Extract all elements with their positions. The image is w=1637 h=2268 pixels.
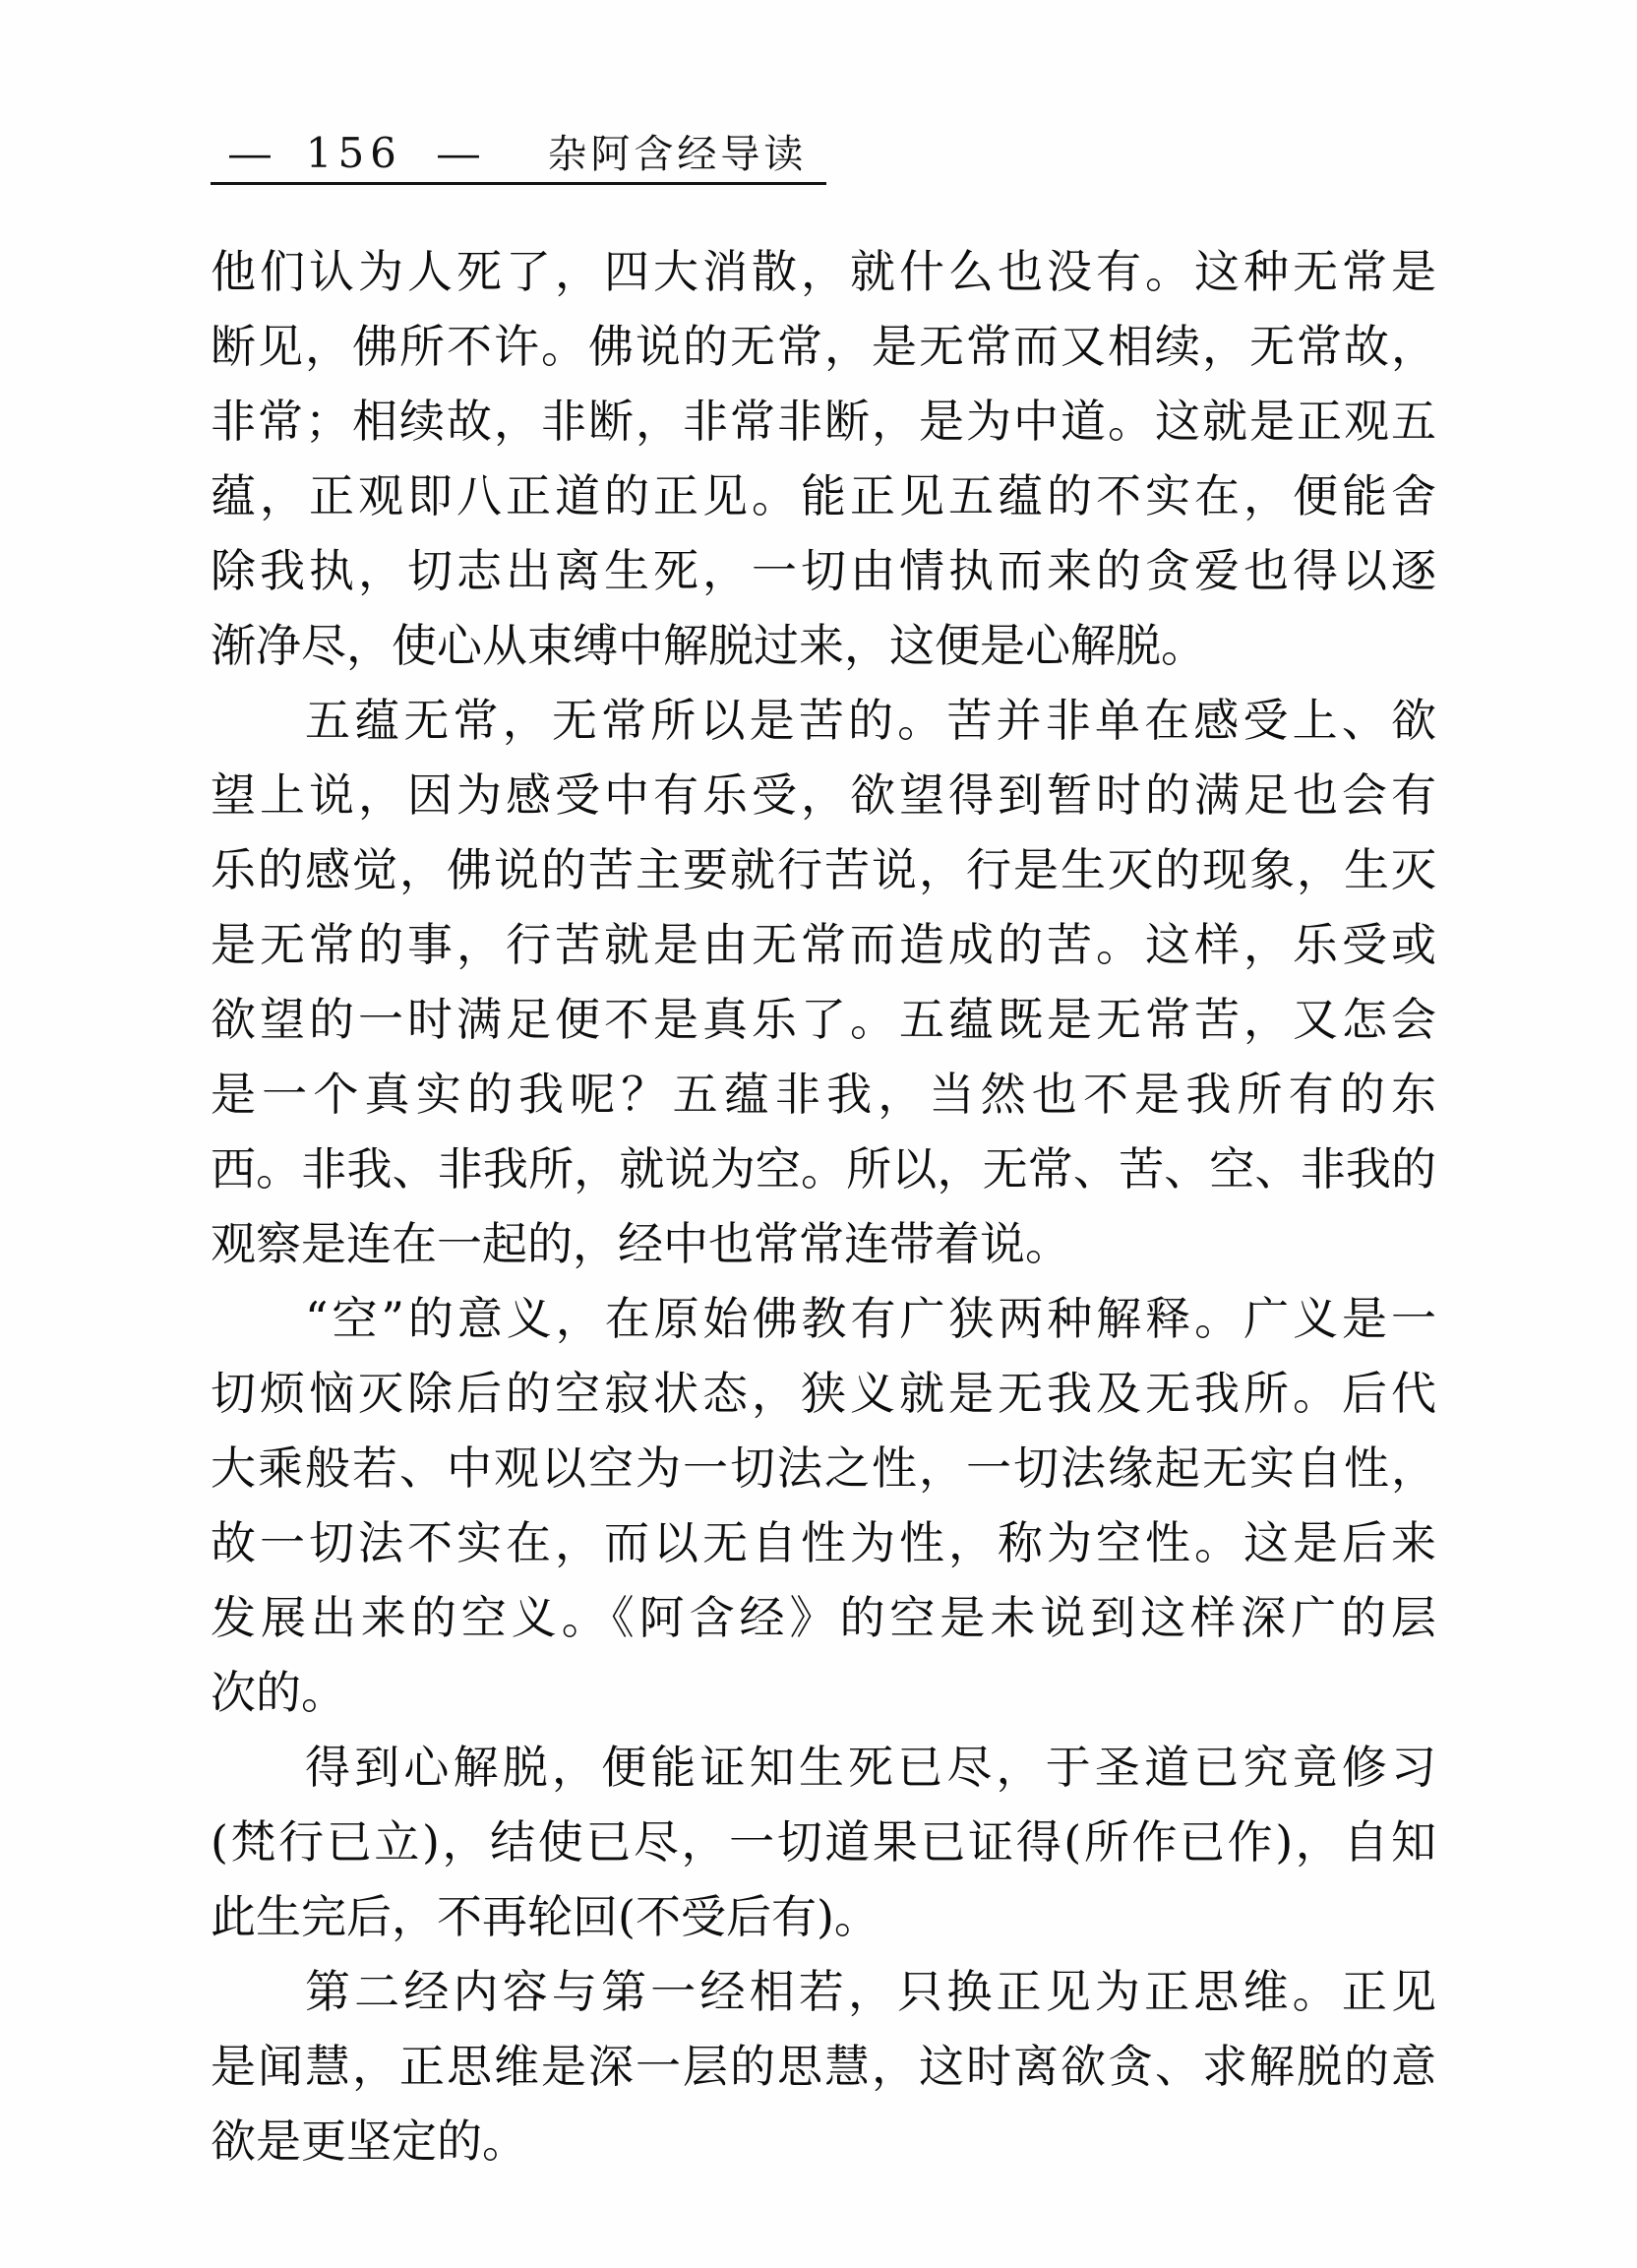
text-line: 是闻慧，正思维是深一层的思慧，这时离欲贪、求解脱的意 (211, 2040, 1436, 2093)
page-number: 156 (305, 129, 402, 177)
text-line: 非常；相续故，非断，非常非断，是为中道。这就是正观五 (211, 395, 1436, 448)
text-line: 蕴，正观即八正道的正见。能正见五蕴的不实在，便能舍 (211, 469, 1436, 522)
text-line: (梵行已立)，结使已尽，一切道果已证得(所作已作)，自知 (211, 1815, 1436, 1869)
text-line: 西。非我、非我所，就说为空。所以，无常、苦、空、非我的 (211, 1142, 1436, 1195)
text-line: 乐的感觉，佛说的苦主要就行苦说，行是生灭的现象，生灭 (211, 843, 1436, 896)
text-line: 断见，佛所不许。佛说的无常，是无常而又相续，无常故， (211, 320, 1436, 373)
text-line: 大乘般若、中观以空为一切法之性，一切法缘起无实自性， (211, 1441, 1436, 1495)
text-line: 望上说，因为感受中有乐受，欲望得到暂时的满足也会有 (211, 768, 1436, 822)
text-line: 是一个真实的我呢？五蕴非我，当然也不是我所有的东 (211, 1068, 1436, 1121)
text-line: 渐净尽，使心从束缚中解脱过来，这便是心解脱。 (211, 619, 1206, 672)
book-title: 杂阿含经导读 (547, 132, 808, 177)
header-right-dash: — (435, 132, 481, 177)
text-line: 他们认为人死了，四大消散，就什么也没有。这种无常是 (211, 245, 1436, 298)
text-line: 观察是连在一起的，经中也常常连带着说。 (211, 1217, 1070, 1270)
text-line: 是无常的事，行苦就是由无常而造成的苦。这样，乐受或 (211, 918, 1436, 971)
text-line: 欲是更坚定的。 (211, 2115, 527, 2168)
text-block (211, 234, 1436, 2178)
text-line: 五蕴无常，无常所以是苦的。苦并非单在感受上、欲 (305, 694, 1436, 747)
text-line: “空”的意义，在原始佛教有广狭两种解释。广义是一 (305, 1292, 1436, 1345)
text-line: 此生完后，不再轮回(不受后有)。 (211, 1890, 879, 1943)
text-line: 除我执，切志出离生死，一切由情执而来的贪爱也得以逐 (211, 544, 1436, 597)
text-line: 得到心解脱，便能证知生死已尽，于圣道已究竟修习 (305, 1741, 1436, 1794)
header-left-dash: — (227, 132, 273, 177)
text-line: 故一切法不实在，而以无自性为性，称为空性。这是后来 (211, 1516, 1436, 1569)
text-line: 切烦恼灭除后的空寂状态，狭义就是无我及无我所。后代 (211, 1367, 1436, 1420)
text-line: 发展出来的空义。《阿含经》的空是未说到这样深广的层 (211, 1591, 1436, 1644)
running-header (211, 129, 826, 185)
text-line: 次的。 (211, 1666, 346, 1719)
text-line: 欲望的一时满足便不是真乐了。五蕴既是无常苦，又怎会 (211, 993, 1436, 1046)
text-line: 第二经内容与第一经相若，只换正见为正思维。正见 (305, 1965, 1436, 2018)
